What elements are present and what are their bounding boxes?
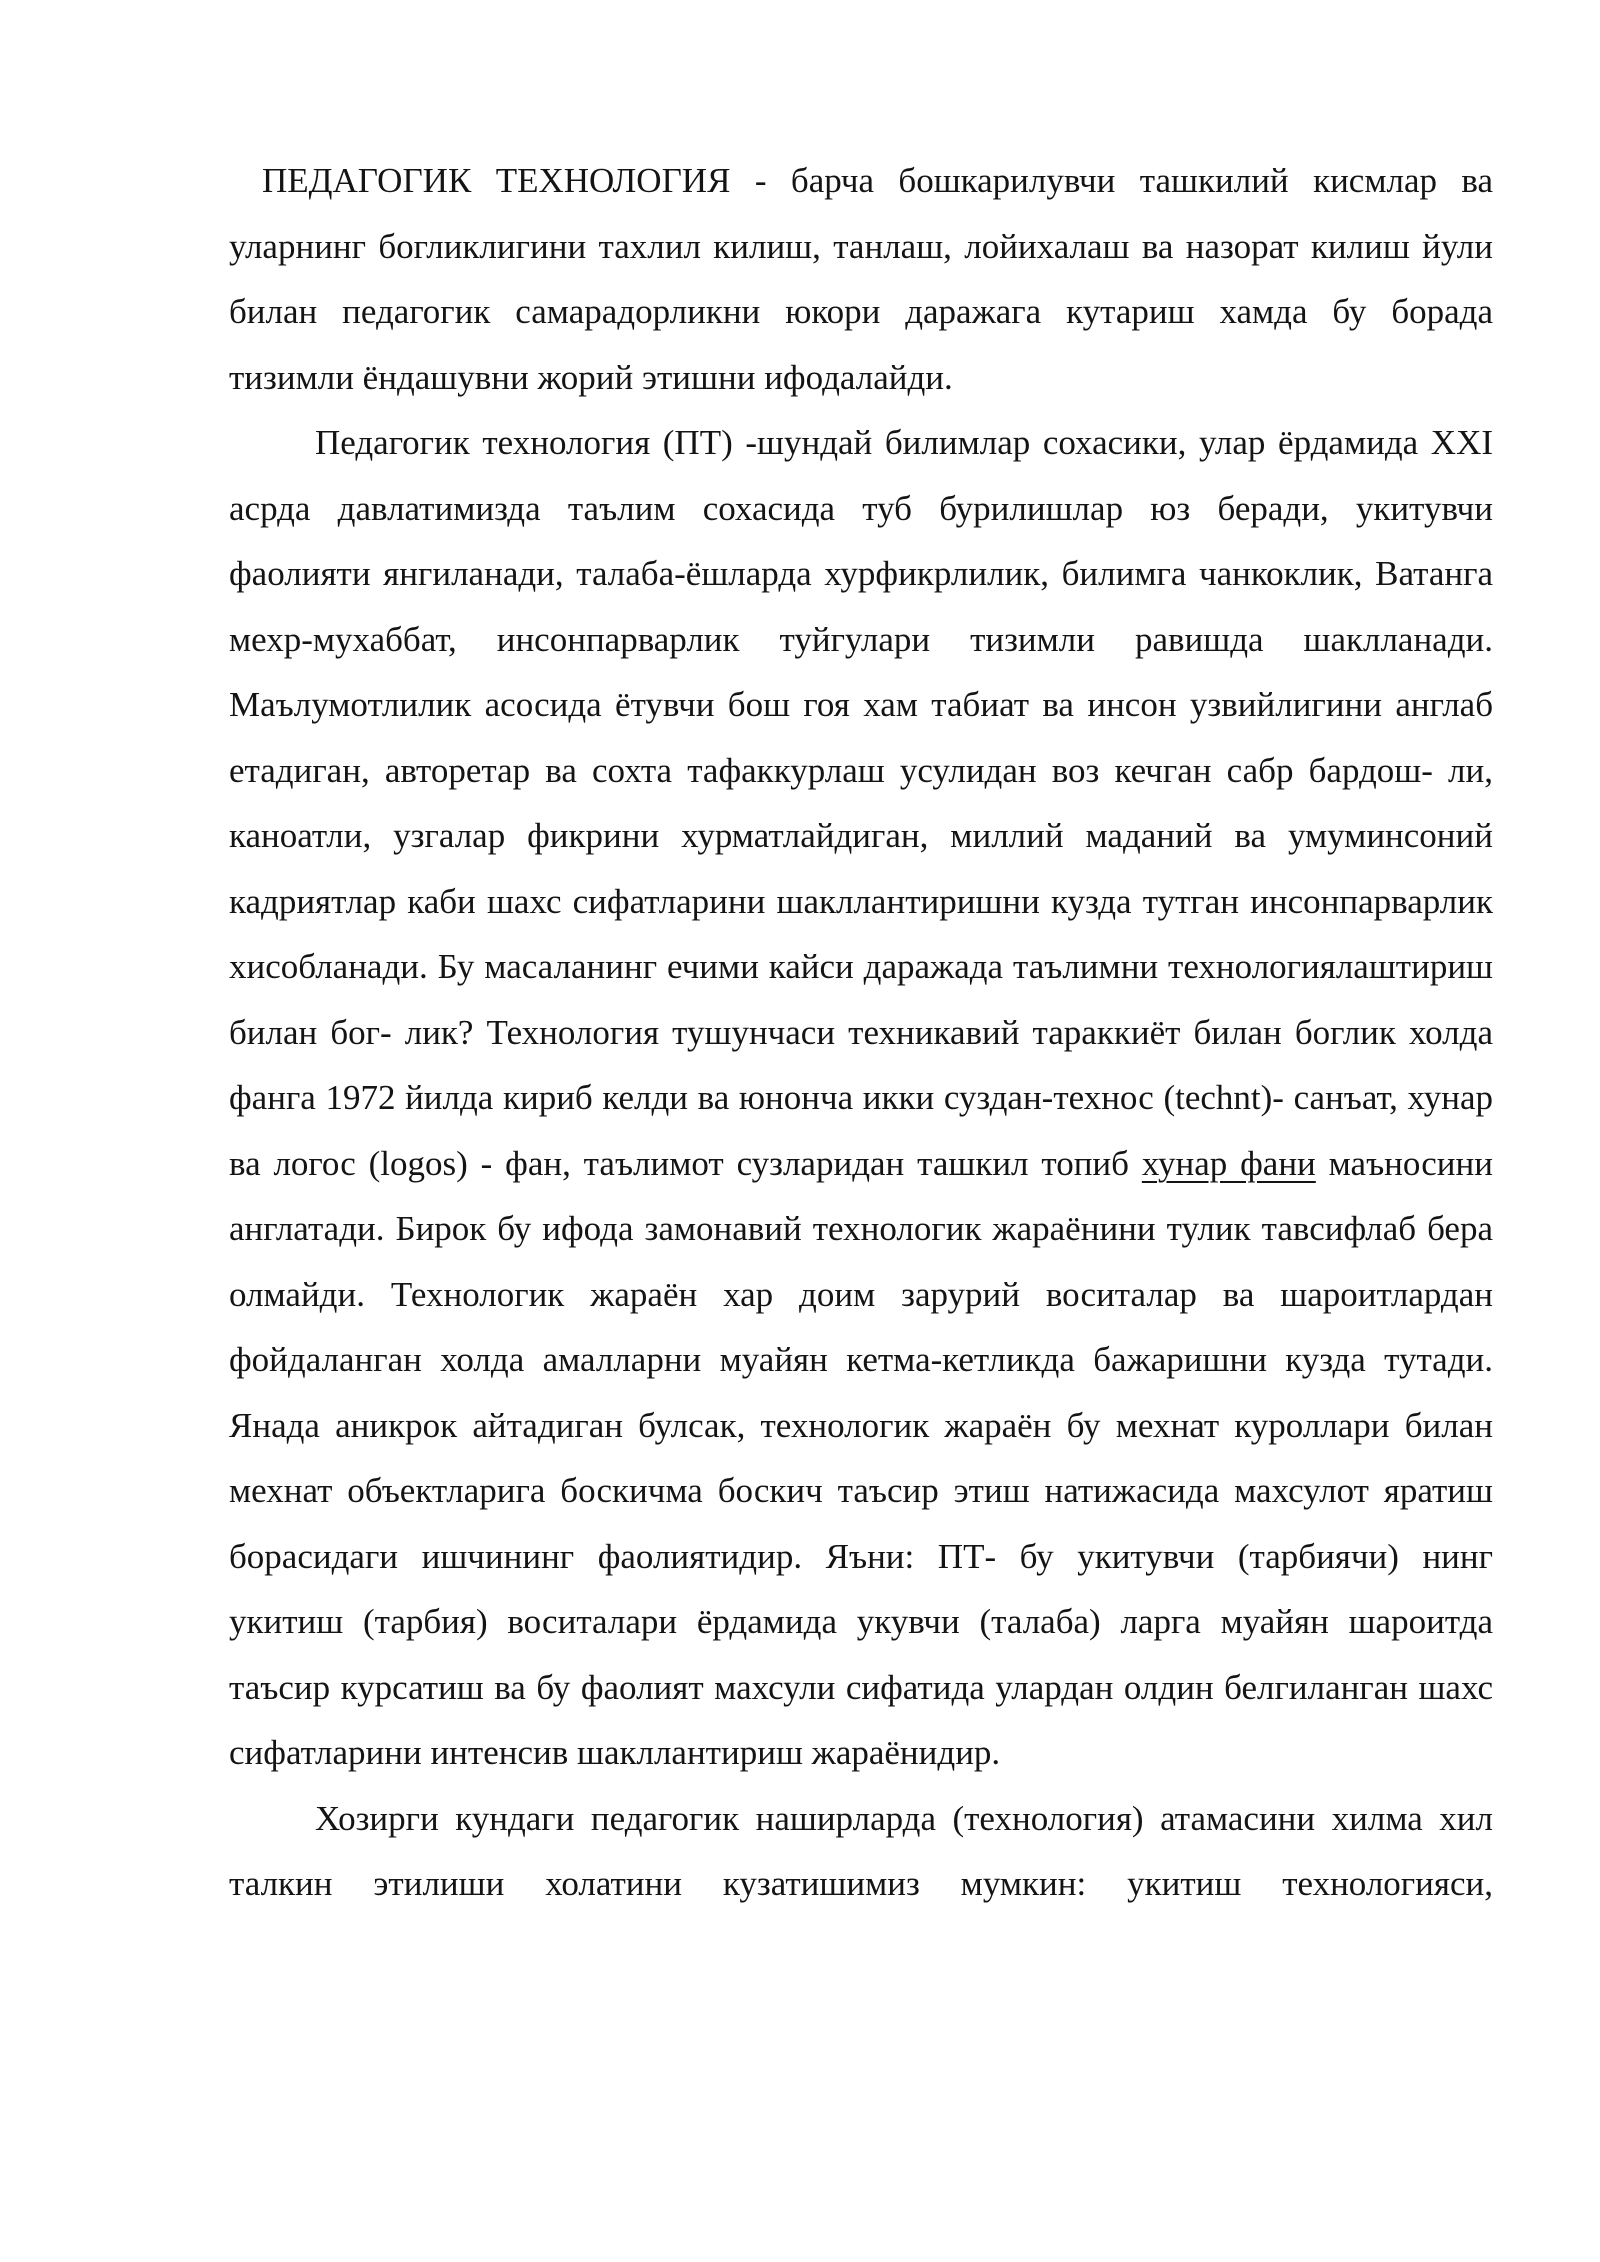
paragraph-text: ПЕДАГОГИК ТЕХНОЛОГИЯ - барча бошкарилувчи ташкилий кисмлар ва уларнинг богликлигини тахлил килиш, танлаш, лойихалаш ва назорат килиш йули билан педагогик самарадорликни юкори даражага кутариш хамда бу борада тизимли ёндашувни жорий этишни ифодалайди. <box>229 161 1493 397</box>
paragraph-text: маъносини англатади. Бирок бу ифода замонавий технологик жараёнини тулик тавсифлаб бера олмайди. Технологик жараён хар доим зарурий воситалар ва шароитлардан фойдаланган холда амалларни муайян кетма-кетликда бажаришни кузда тутади. Янада аникрок айтадиган булсак, технологик жараён бу мехнат куроллари билан мехнат объектларига боскичма боскич таъсир этиш натижасида махсулот яратиш борасидаги ишчининг фаолиятидир. Яъни: ПТ- бу укитувчи (тарбиячи) нинг укитиш (тарбия) воситалари ёрдамида укувчи (талаба) ларга муайян шароитда таъсир курсатиш ва бу фаолият махсули сифатида улардан олдин белгиланган шахс сифатларини интенсив шакллантириш жараёнидир. <box>229 1143 1493 1772</box>
paragraph-text: Хозирги кундаги педагогик наширларда (технология) атамасини хилма хил талкин этилиши холатини кузатишимиз мумкин: укитиш технологияси, <box>229 1798 1493 1903</box>
underlined-term: хунар фани <box>1141 1143 1316 1183</box>
paragraph-text: Педагогик технология (ПТ) -шундай билимлар сохасики, улар ёрдамида XXI асрда давлатимизда таълим сохасида туб бурилишлар юз беради, укитувчи фаолияти янгиланади, талаба-ёшларда хурфикрлилик, билимга чанкоклик, Ватанга мехр-мухаббат, инсонпарварлик туйгулари тизимли равишда шаклланади. Маълумотлилик асосида ётувчи бош гоя хам табиат ва инсон узвийлигини англаб етадиган, авторетар ва сохта тафаккурлаш усулидан воз кечган сабр бардош- ли, каноатли, узгалар фикрини хурматлайдиган, миллий маданий ва умуминсоний кадриятлар каби шахс сифатларини шакллантиришни кузда тутган инсонпарварлик хисобланади. Бу масаланинг ечими кайси даражада таълимни технологиялаштириш билан бог- лик? Технология тушунчаси техникавий тараккиёт билан боглик холда фанга 1972 йилда кириб келди ва юнонча икки суздан-технос (technt)- санъат, хунар ва логос (logos) - фан, таълимот сузларидан ташкил топиб <box>229 423 1493 1183</box>
paragraph-current-interpretations <box>229 1786 1493 1917</box>
paragraph-pedagogical-technology <box>229 410 1493 1786</box>
document-body <box>229 148 1493 1917</box>
paragraph-definition <box>229 148 1493 410</box>
